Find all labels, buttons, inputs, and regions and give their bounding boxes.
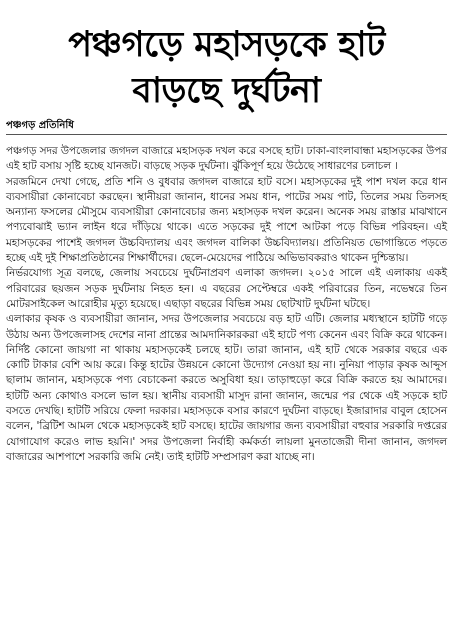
byline: পঞ্চগড় প্রতিনিধি	[6, 120, 74, 131]
paragraph-3: নির্ভরযোগ্য সূত্র বলছে, জেলায় সবচেয়ে দুর্ঘটনাপ্রবণ এলাকা জগদল। ২০১৫ সালে এই এলাকায় একই পরিবারের ছয়জন সড়ক দুর্ঘটনায় নিহত হন। এ বছরের সেপ্টেম্বরে একই পরিবারের তিন, নভেম্বরে তিন মোটরসাইকেল আরোহীর মৃত্যু হয়েছে। এছাড়া বছরের বিভিন্ন সময় ছোটখাট দুর্ঘটনা ঘটছে।	[6, 267, 447, 310]
paragraph-4: এলাকার কৃষক ও ব্যবসায়ীরা জানান, সদর উপজেলার সবচেয়ে বড় হাট এটি। জেলার মধ্যস্থানে হাটটি গড়ে উঠায় অন্য উপজেলাসহ দেশের নানা প্রান্তের আমদানিকারকরা এই হাটে পণ্য কেনেন এবং বিক্রি করে থাকেন। নির্দিষ্ট কোনো জায়গা না থাকায় মহাসড়কেই চলছে হাট। তারা জানান, এই হাট থেকে সরকার বছরে এক কোটি টাকার বেশি আয় করে। কিন্তু হাটের উন্নয়নে কোনো উদ্যোগ নেওয়া হয় না। নুনিয়া পাড়ার কৃষক আব্দুস ছালাম জানান, মহাসড়কে পণ্য বেচাকেনা করতে অসুবিধা হয়। তাড়াহুড়ো করে বিক্রি করতে হয় আমাদের। হাটটি অন্য কোথাও বসলে ভাল হয়। স্থানীয় ব্যবসায়ী মাসুদ রানা জানান, জন্মের পর থেকে এই সড়কে হাট বসতে দেখছি। হাটটি সরিয়ে ফেলা দরকার। মহাসড়কে বসার কারণে দুর্ঘটনা বাড়ছে। ইজারাদার বাবুল হোসেন বলেন, 'ব্রিটিশ আমল থেকে মহাসড়কেই হাট বসছে। হাটের জায়গার জন্য ব্যবসায়ীরা বহুবার সরকারি দপ্তরের যোগাযোগ করেও লাভ হয়নি।' সদর উপজেলা নির্বাহী কর্মকর্তা লায়লা মুনতাজেরী দীনা জানান, জগদল বাজারের আশপাশে সরকারি জমি নেই। তাই হাটটি সম্প্রসারণ করা যাচ্ছে না।	[6, 313, 447, 463]
paragraph-2: সরজমিনে দেখা গেছে, প্রতি শনি ও বুধবার জগদল বাজারে হাট বসে। মহাসড়কের দুই পাশ দখল করে ধান ব্যবসায়ীরা কোনাবেচা করছেন। স্থানীয়রা জানান, ধানের সময় ধান, পাটের সময় পাট, তিলের সময় তিলসহ অন্যান্য ফসলের মৌসুমে ব্যবসায়ীরা কোনাবেচার জন্য মহাসড়ক দখল করেন। অনেক সময় রাস্তার মাঝখানে পণ্যবোঝাই ভ্যান লাইন ধরে দাঁড়িয়ে থাকে। এতে সড়কের দুই পাশে আটকা পড়ে বিভিন্ন পরিবহন। এই মহাসড়কের পাশেই জগদল উচ্চবিদ্যালয় এবং জগদল বালিকা উচ্চবিদ্যালয়। প্রতিনিয়ত ভোগান্তিতে পড়তে হচ্ছে এই দুই শিক্ষাপ্রতিষ্ঠানের শিক্ষার্থীদের। ছেলে-মেয়েদের পাঠিয়ে অভিভাবকরাও থাকেন দুশ্চিন্তায়।	[6, 175, 447, 265]
byline-divider	[6, 134, 447, 135]
paragraph-1: পঞ্চগড় সদর উপজেলার জগদল বাজারে মহাসড়ক দখল করে বসছে হাট। ঢাকা-বাংলাবান্ধা মহাসড়কের উপর এই হাট বসায় সৃষ্টি হচ্ছে যানজট। বাড়ছে সড়ক দুর্ঘটনা। ঝুঁকিপূর্ণ হয়ে উঠেছে সাধারণের চলাচল ।	[6, 145, 447, 173]
article-body	[6, 144, 447, 465]
headline-line-2: বাড়ছে দুর্ঘটনা	[132, 71, 321, 111]
headline-line-1: পঞ্চগড়ে মহাসড়কে হাট	[68, 25, 385, 65]
headline	[6, 0, 447, 114]
